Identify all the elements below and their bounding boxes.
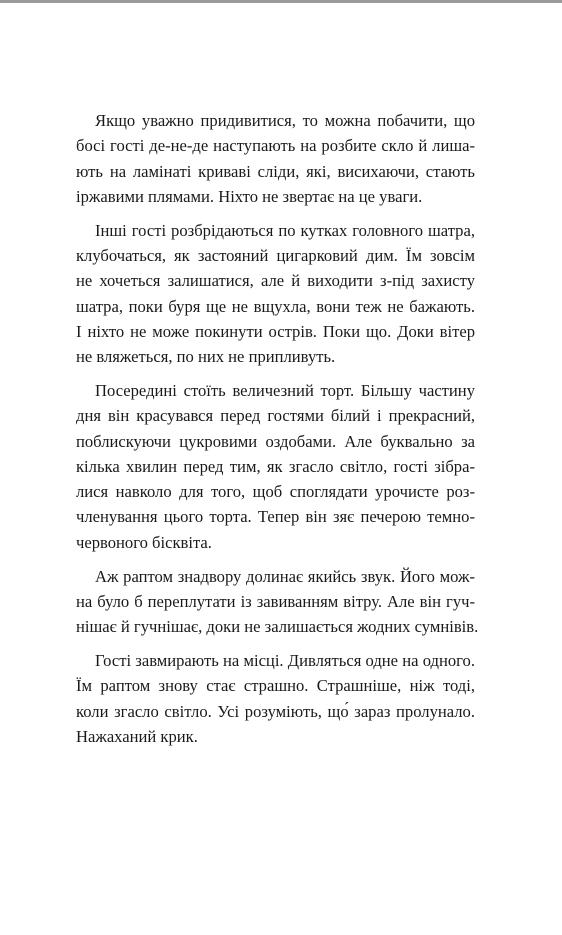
text-line: клубочаться, як застояний цигарковий дим. Їм зовсім — [76, 245, 475, 265]
text-line: іржавими плямами. Ніхто не звертає на це уваги. — [76, 186, 423, 206]
paragraph-3 — [57, 378, 475, 555]
paragraph-2 — [57, 218, 475, 370]
book-page-body — [57, 108, 479, 758]
text-line: Якщо уважно придивитися, то можна побачити, що — [95, 111, 475, 130]
text-line: Гості завмирають на місці. Дивляться одне на одного. — [95, 650, 475, 670]
text-line: не вляжеться, по них не припливуть. — [76, 347, 336, 367]
text-line: на було б переплутати із завиванням вітру. Але він гуч- — [76, 591, 475, 611]
text-line: дня він красувався перед гостями білий і прекрасний, — [76, 406, 475, 426]
paragraph-4 — [57, 564, 479, 640]
text-line: ють на ламінаті криваві сліди, які, висихаючи, стають — [76, 161, 475, 181]
text-line: босі гості де-не-де наступають на розбите скло й лиша- — [76, 136, 475, 156]
text-line: І ніхто не може покинути острів. Поки що. Доки вітер — [76, 321, 475, 341]
text-line: Нажаханий крик. — [76, 726, 198, 746]
page-top-border — [0, 0, 562, 3]
text-line: членування цього торта. Тепер він зяє печерою темно- — [76, 507, 475, 527]
text-line: червоного бісквіта. — [76, 532, 212, 552]
text-line: лися навколо для того, щоб споглядати урочисте роз- — [76, 482, 475, 502]
text-line: Інші гості розбрідаються по кутках головного шатра, — [95, 220, 475, 240]
text-line: Посередині стоїть величезний торт. Більшу частину — [95, 380, 475, 400]
text-line: нішає й гучнішає, доки не залишається жодних сумнівів. — [76, 617, 479, 637]
paragraph-1 — [57, 108, 475, 209]
paragraph-5 — [57, 648, 475, 749]
text-line: коли згасло світло. Усі розуміють, що́ зараз пролунало. — [76, 701, 475, 721]
text-line: не хочеться залишатися, але й виходити з-під захисту — [76, 271, 475, 291]
text-line: шатра, поки буря ще не вщухла, вони теж не бажають. — [76, 296, 475, 316]
text-line: Аж раптом знадвору долинає якийсь звук. Його мож- — [95, 566, 475, 586]
text-line: поблискуючи цукровими оздобами. Але буквально за — [76, 431, 475, 451]
text-line: кілька хвилин перед тим, як згасло світло, гості зібра- — [76, 456, 475, 476]
text-line: Їм раптом знову стає страшно. Страшніше, ніж тоді, — [76, 676, 475, 696]
